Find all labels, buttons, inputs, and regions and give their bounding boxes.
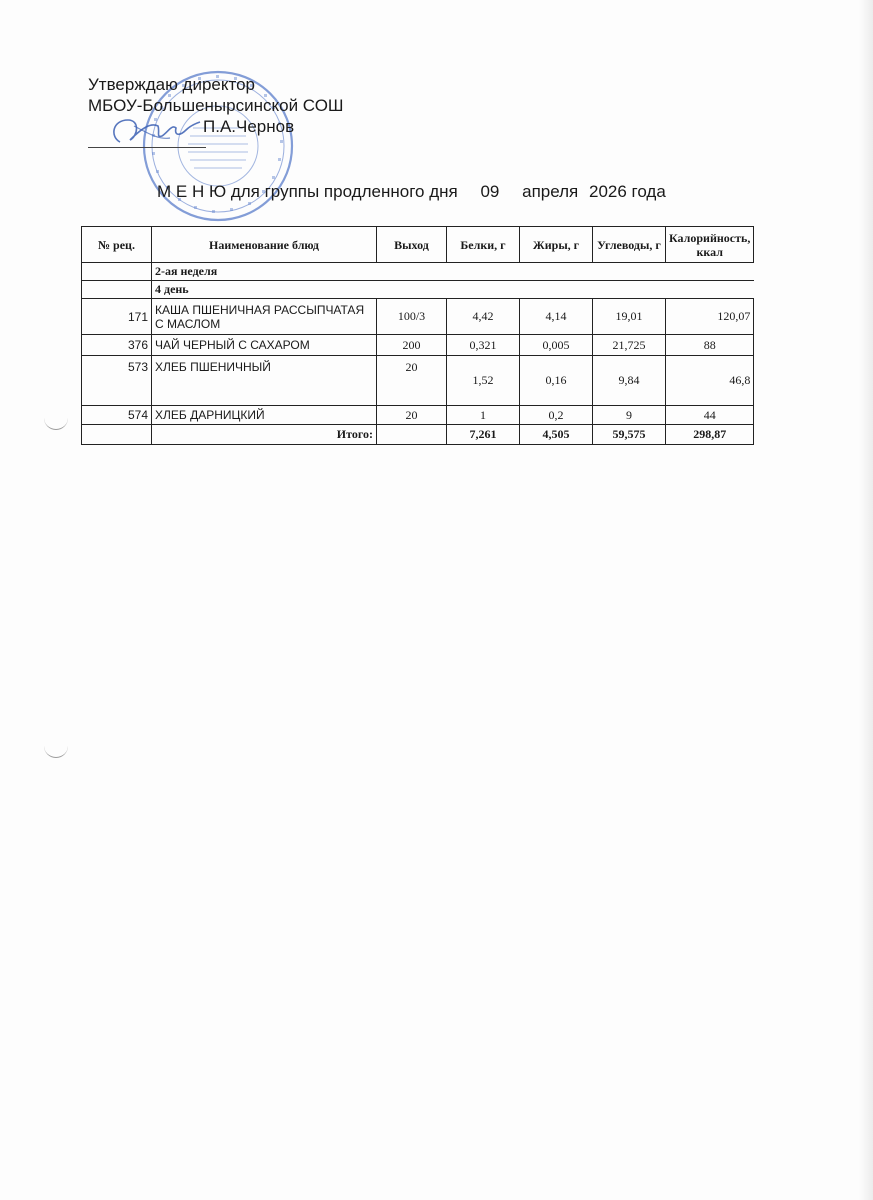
menu-title-prefix: М Е Н Ю для группы продленного дня bbox=[157, 182, 458, 201]
dish-carbs: 9 bbox=[593, 406, 666, 425]
week-row bbox=[82, 263, 754, 281]
header-kcal: Калорийность, ккал bbox=[666, 227, 754, 263]
dish-yield: 100/3 bbox=[377, 299, 447, 335]
table-row bbox=[82, 335, 754, 356]
table-header-row bbox=[82, 227, 754, 263]
dish-carbs: 21,725 bbox=[593, 335, 666, 356]
menu-title-year: 2026 года bbox=[588, 182, 666, 201]
dish-name: ХЛЕБ ПШЕНИЧНЫЙ bbox=[152, 356, 377, 406]
dish-kcal: 44 bbox=[666, 406, 754, 425]
total-carbs: 59,575 bbox=[593, 425, 666, 445]
dish-name: КАША ПШЕНИЧНАЯ РАССЫПЧАТАЯ С МАСЛОМ bbox=[152, 299, 377, 335]
header-protein: Белки, г bbox=[447, 227, 520, 263]
dish-kcal: 46,8 bbox=[666, 356, 754, 406]
day-row bbox=[82, 281, 754, 299]
dish-carbs: 9,84 bbox=[593, 356, 666, 406]
menu-title-month: апреля bbox=[522, 182, 579, 201]
approval-title: Утверждаю директор bbox=[88, 75, 256, 94]
header-carbs: Углеводы, г bbox=[593, 227, 666, 263]
dish-protein: 0,321 bbox=[447, 335, 520, 356]
school-name: МБОУ-Большенырсинской СОШ bbox=[88, 96, 344, 115]
dish-name: ХЛЕБ ДАРНИЦКИЙ bbox=[152, 406, 377, 425]
week-label: 2-ая неделя bbox=[152, 263, 754, 281]
dish-yield: 20 bbox=[377, 406, 447, 425]
dish-name: ЧАЙ ЧЕРНЫЙ С САХАРОМ bbox=[152, 335, 377, 356]
dish-protein: 1 bbox=[447, 406, 520, 425]
total-protein: 7,261 bbox=[447, 425, 520, 445]
menu-title bbox=[157, 182, 672, 202]
dish-protein: 1,52 bbox=[447, 356, 520, 406]
recipe-code: 376 bbox=[82, 335, 152, 356]
dish-fat: 0,2 bbox=[520, 406, 593, 425]
day-label: 4 день bbox=[152, 281, 754, 299]
total-row bbox=[82, 425, 754, 445]
dish-protein: 4,42 bbox=[447, 299, 520, 335]
handwritten-signature bbox=[100, 112, 210, 152]
menu-title-day: 09 bbox=[480, 182, 500, 201]
header-fat: Жиры, г bbox=[520, 227, 593, 263]
header-yield: Выход bbox=[377, 227, 447, 263]
total-kcal: 298,87 bbox=[666, 425, 754, 445]
punch-hole-mark bbox=[44, 417, 68, 430]
dish-carbs: 19,01 bbox=[593, 299, 666, 335]
recipe-code: 574 bbox=[82, 406, 152, 425]
scan-edge bbox=[859, 0, 873, 1200]
table-row bbox=[82, 299, 754, 335]
table-row bbox=[82, 406, 754, 425]
recipe-code: 573 bbox=[82, 356, 152, 406]
header-recipe-no: № рец. bbox=[82, 227, 152, 263]
total-label: Итого: bbox=[152, 425, 377, 445]
recipe-code: 171 bbox=[82, 299, 152, 335]
header-dish-name: Наименование блюд bbox=[152, 227, 377, 263]
menu-table bbox=[81, 226, 754, 445]
dish-fat: 4,14 bbox=[520, 299, 593, 335]
dish-kcal: 88 bbox=[666, 335, 754, 356]
dish-fat: 0,16 bbox=[520, 356, 593, 406]
dish-fat: 0,005 bbox=[520, 335, 593, 356]
punch-hole-mark bbox=[44, 745, 68, 758]
signatory-name: П.А.Чернов bbox=[203, 117, 295, 136]
dish-yield: 20 bbox=[377, 356, 447, 406]
table-row bbox=[82, 356, 754, 406]
total-fat: 4,505 bbox=[520, 425, 593, 445]
dish-yield: 200 bbox=[377, 335, 447, 356]
dish-kcal: 120,07 bbox=[666, 299, 754, 335]
